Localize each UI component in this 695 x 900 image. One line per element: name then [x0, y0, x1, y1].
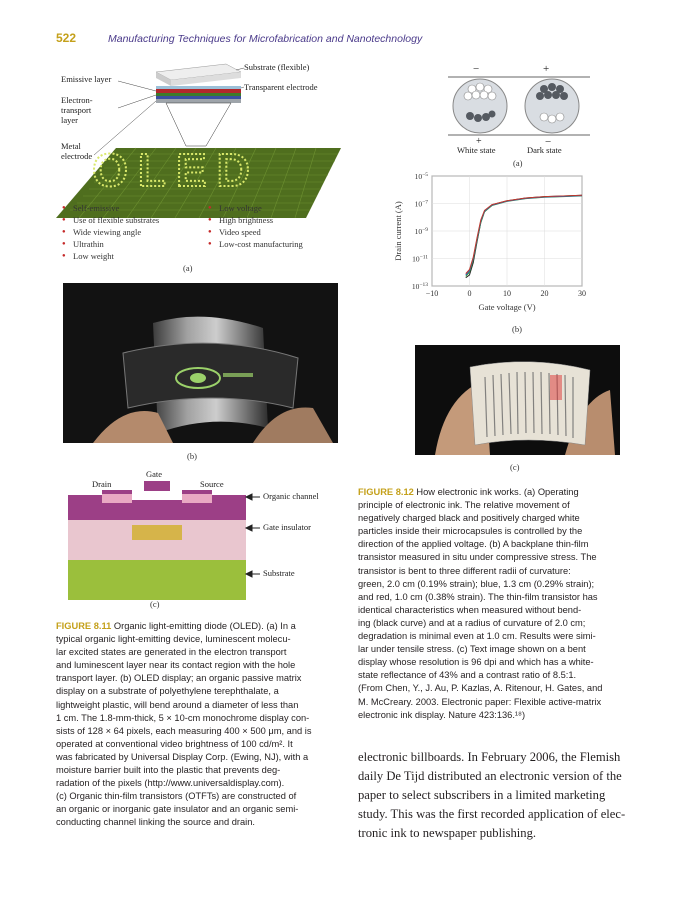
- leader-arrows: [246, 494, 260, 577]
- feature-item: ● Low weight: [62, 250, 159, 262]
- bottom-left-polarity: +: [476, 136, 482, 147]
- drain-contact: [102, 494, 132, 503]
- microcapsules: [440, 71, 600, 141]
- x-tick-label: 30: [578, 289, 586, 298]
- caption-figure-8-12: FIGURE 8.12 How electronic ink works. (a) Operating principle of electronic ink. The relative movement of negatively charged black and positively charged white particles inside their microcapsules is controlled by the direction of the applied voltage. (b) A backplane thin-film transistor measured in situ under compressive stress. The transistor is bent to three different radii of curvature: green, 2.0 cm (0.19% strain); blue, 1.3 cm (0.29% strain); and red, 1.0 cm (0.38% strain). The thin-film transistor has identical characteristics when measured without bend- ing (black curve) and at a radius of curvature of 2.0 cm; degradation is minimal even at 1.0 cm. Results were simi- lar under tensile stress. (c) Text image shown on a bent display whose resolution is 96 dpi and which has a white- state reflectance of 43% and a contrast ratio of 8.5:1. (From Chen, Y., J. Au, P. Kazlas, A. Ritenour, H. Gates, and M. McCreary. 2003. Electronic paper: Flexible active-matrix electronic ink display. Nature 423:136.¹⁸): [358, 487, 603, 720]
- top-right-polarity: +: [543, 63, 550, 75]
- panel-label-8-12-a: (a): [513, 158, 523, 168]
- figure-label-8-11: FIGURE 8.11: [56, 621, 112, 631]
- body-paragraph: electronic billboards. In February 2006, the Flemish daily De Tijd distributed an electronic version of the paper to select subscribers in a limited marketing study. This was the first recorded application of elec- tronic ink to newspaper publishing.: [358, 750, 626, 840]
- running-head: Manufacturing Techniques for Microfabrication and Nanotechnology: [108, 33, 423, 45]
- substrate-layer: [68, 560, 246, 600]
- y-tick-label: $10^{-5}$: [414, 172, 428, 181]
- drain-label: Drain: [92, 479, 112, 489]
- series-line: [466, 195, 582, 273]
- substrate-flexible-label: Substrate (flexible): [244, 62, 310, 72]
- feature-item: ● Self-emissive: [62, 202, 159, 214]
- gate-electrode: [132, 525, 182, 540]
- oled-features-right: [208, 202, 303, 250]
- series-line: [466, 196, 582, 276]
- series-layer: [466, 195, 582, 278]
- panel-label-c: (c): [150, 599, 160, 609]
- eink-photo-art: [415, 345, 620, 455]
- x-axis-label: Gate voltage (V): [478, 302, 536, 312]
- caption-figure-8-11: FIGURE 8.11 Organic light-emitting diode (OLED). (a) In a typical organic light-emitting device, luminescent molecu- lar excited states are generated in the electron transport and luminescent layer near its contact region with the hole transport layer. (b) OLED display; an organic passive matrix display on a substrate of polyethylene terephthalate, a lightweight plastic, will bend around a diameter of less than 1 cm. The 1.8-mm-thick, 5 × 10-cm monochrome display con- sists of 128 × 64 pixels, each measuring 400 × 500 μm, and is operated at conventional video brightness of 100 cd/m². It was fabricated by Universal Display Corp. (Ewing, NJ), with a moisture barrier built into the plastic that prevents deg- radation of the pixels (http://www.universaldisplay.com). (c) Organic thin-film transistors (OTFTs) are constructed of an organic or inorganic gate insulator and an organic semi- conducting channel linking the source and drain.: [56, 621, 312, 828]
- figure-8-11-c: [62, 470, 342, 610]
- source-label: Source: [200, 479, 224, 489]
- oled-display-text: OLED: [92, 144, 260, 196]
- y-tick-label: $10^{-9}$: [414, 227, 428, 236]
- ticks-layer: [412, 172, 586, 298]
- gate-top: [144, 481, 170, 491]
- feature-item: ● Wide viewing angle: [62, 226, 159, 238]
- bottom-right-polarity: −: [545, 136, 552, 148]
- feature-item: ● Video speed: [208, 226, 303, 238]
- x-tick-label: −10: [425, 289, 439, 298]
- dark-state-label: Dark state: [527, 145, 562, 155]
- y-tick-label: $10^{-7}$: [414, 199, 428, 209]
- y-tick-label: $10^{-11}$: [412, 254, 428, 264]
- series-line: [466, 196, 582, 275]
- page-number: 522: [56, 31, 77, 45]
- feature-item: ● Use of flexible substrates: [62, 214, 159, 226]
- top-left-polarity: −: [473, 63, 480, 75]
- x-tick-label: 10: [503, 289, 511, 298]
- gate-insulator-label: Gate insulator: [263, 522, 311, 532]
- oled-features-left: [62, 202, 159, 262]
- feature-item: ● Ultrathin: [62, 238, 159, 250]
- x-tick-label: 20: [540, 289, 549, 298]
- x-tick-label: 0: [467, 289, 472, 298]
- emissive-layer-label: Emissive layer: [61, 74, 112, 84]
- oled-photo: [63, 283, 338, 443]
- series-line: [466, 195, 582, 278]
- panel-label-a: (a): [183, 263, 193, 273]
- figure-label-8-12: FIGURE 8.12: [358, 487, 414, 497]
- feature-item: ● High brightness: [208, 214, 303, 226]
- y-tick-label: $10^{-13}$: [411, 282, 428, 291]
- feature-item: ● Low-cost manufacturing: [208, 238, 303, 250]
- panel-label-8-12-b: (b): [512, 324, 522, 334]
- figure-8-12-a: [440, 63, 600, 173]
- white-state-label: White state: [457, 145, 496, 155]
- gate-label: Gate: [146, 469, 163, 479]
- panel-label-b: (b): [187, 451, 197, 461]
- feature-item: ● Low voltage: [208, 202, 303, 214]
- source-contact: [182, 494, 212, 503]
- page-header: [56, 31, 656, 49]
- gridlines: [432, 176, 582, 286]
- metal-electrode-label: Metal electrode: [61, 141, 93, 161]
- figure-8-11-a: [56, 58, 346, 273]
- y-axis-label: Drain current (A): [393, 201, 403, 261]
- organic-channel-layer: [68, 490, 246, 520]
- figure-8-12-b: [392, 170, 602, 335]
- panel-label-8-12-c: (c): [510, 462, 520, 472]
- layer-stack: [156, 64, 241, 103]
- organic-channel-label: Organic channel: [263, 491, 319, 501]
- transfer-chart: [392, 170, 602, 320]
- eink-photo: [415, 345, 620, 455]
- substrate-label: Substrate: [263, 568, 295, 578]
- oled-photo-art: [63, 283, 338, 443]
- electron-transport-label: Electron- transport layer: [61, 95, 93, 125]
- transparent-electrode-label: Transparent electrode: [244, 82, 318, 92]
